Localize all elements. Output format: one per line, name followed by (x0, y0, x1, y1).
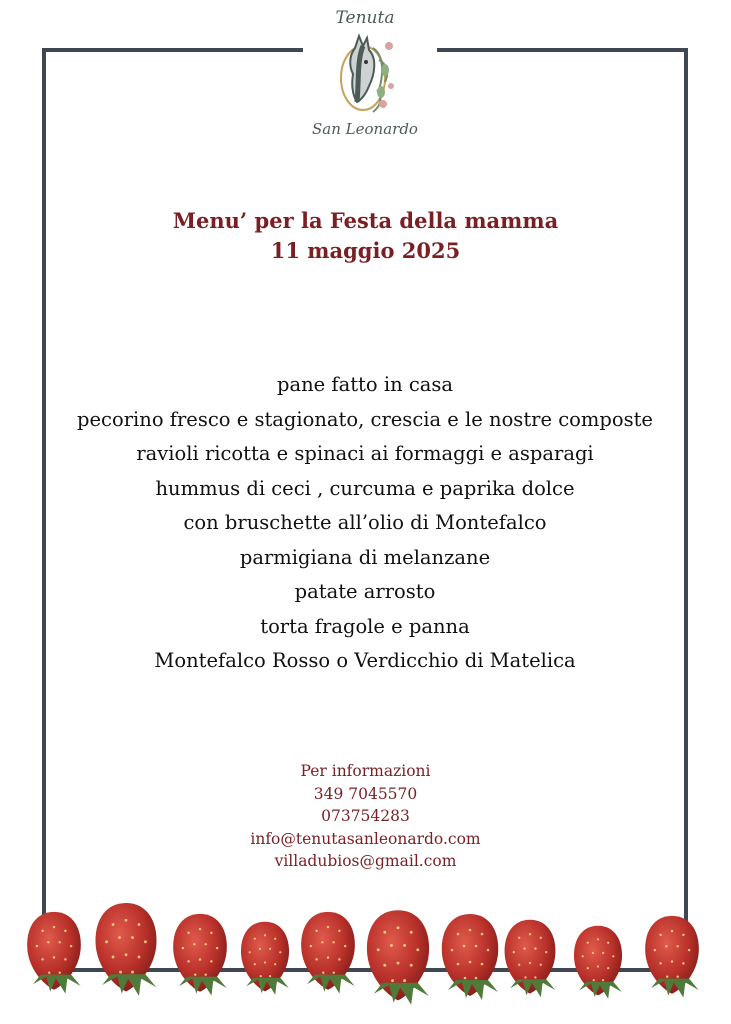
strawberry (95, 903, 156, 996)
menu-item: ravioli ricotta e spinaci ai formaggi e asparagi (136, 442, 594, 465)
menu-list (40, 368, 690, 679)
horse-head-icon (333, 30, 397, 122)
menu-item: Montefalco Rosso o Verdicchio di Matelica (154, 649, 576, 672)
strawberry (645, 916, 699, 998)
email-address: info@tenutasanleonardo.com (250, 829, 481, 848)
title-date: 11 maggio 2025 (270, 238, 461, 263)
info-heading: Per informazioni (300, 762, 431, 780)
logo (305, 8, 425, 143)
logo-bottom-text: San Leonardo (312, 120, 418, 138)
menu-item: pecorino fresco e stagionato, crescia e le nostre composte (77, 407, 653, 431)
strawberry (442, 914, 499, 1000)
menu-item: parmigiana di melanzane (239, 545, 491, 569)
menu-item: patate arrosto (294, 580, 436, 603)
menu-item: con bruschette all’olio di Montefalco (183, 511, 547, 534)
strawberry (505, 920, 556, 997)
logo-top-text: Tenuta (335, 8, 395, 28)
menu-title (0, 206, 731, 266)
email-address: villadubios@gmail.com (274, 852, 457, 870)
menu-item: torta fragole e panna (260, 614, 470, 638)
strawberry (367, 910, 429, 1005)
phone-number: 349 7045570 (313, 784, 418, 803)
phone-number: 073754283 (321, 807, 410, 825)
menu-item: hummus di ceci , curcuma e paprika dolce (155, 476, 575, 500)
contact-info (0, 760, 731, 873)
title-line-1: Menu’ per la Festa della mamma (172, 208, 559, 233)
strawberry (27, 912, 81, 994)
menu-item: pane fatto in casa (276, 373, 454, 396)
strawberry (301, 912, 355, 994)
strawberry (173, 914, 227, 996)
strawberry (574, 926, 622, 999)
strawberry (241, 922, 289, 995)
strawberries-border-image (0, 890, 731, 1024)
